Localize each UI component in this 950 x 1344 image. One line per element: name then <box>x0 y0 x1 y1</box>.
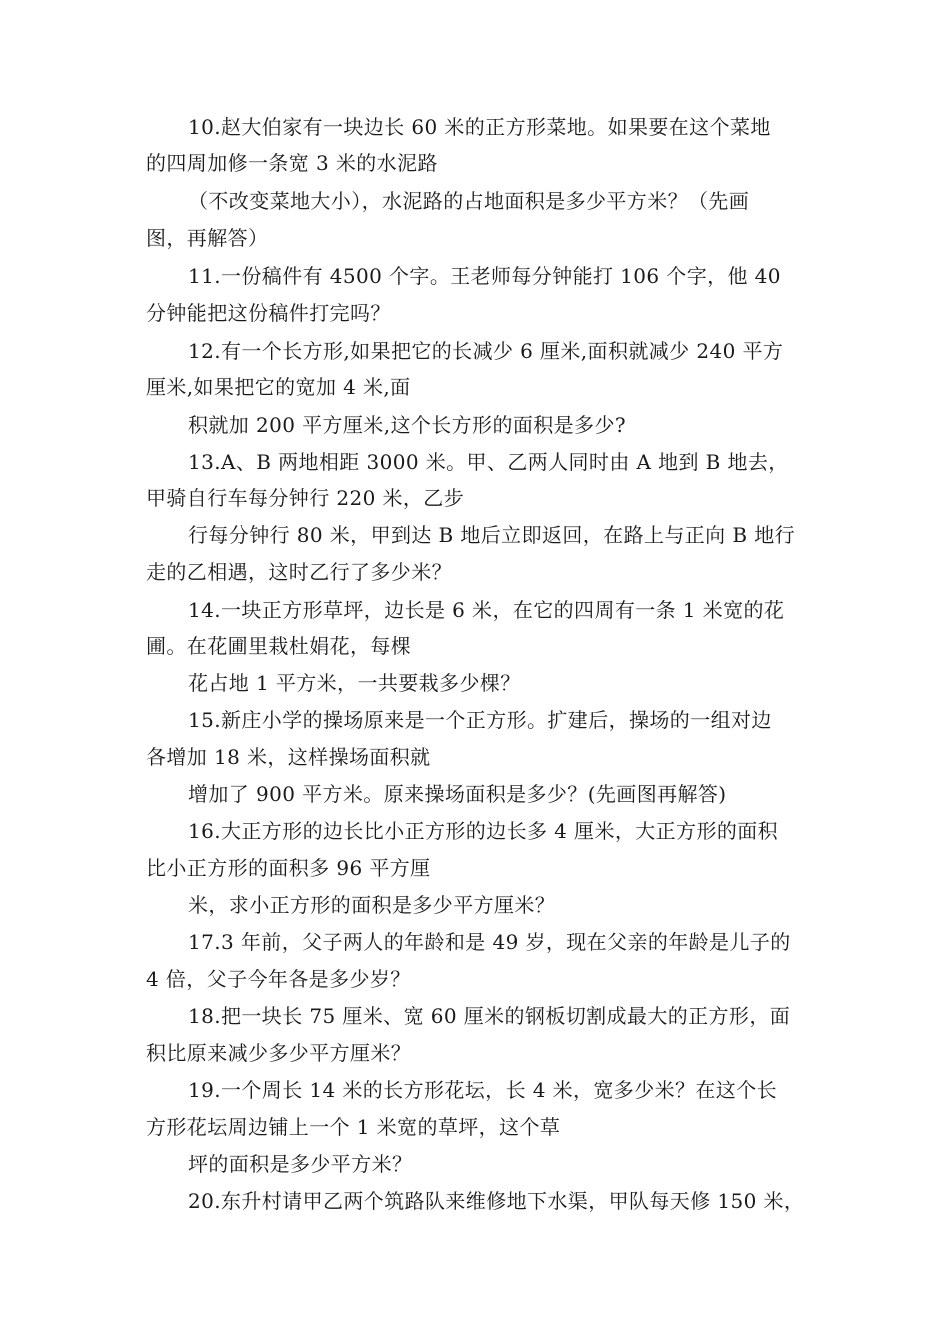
problem-10-line-3: （不改变菜地大小），水泥路的占地面积是多少平方米？（先画 <box>188 189 750 213</box>
problem-15-line-3: 增加了 900 平方米。原来操场面积是多少？(先画图再解答) <box>188 782 727 806</box>
problem-19-line-2: 方形花坛周边铺上一个 1 米宽的草坪，这个草 <box>146 1115 561 1139</box>
problem-17-line-1: 17.3 年前，父子两人的年龄和是 49 岁，现在父亲的年龄是儿子的 <box>188 930 791 954</box>
problem-15-line-1: 15.新庄小学的操场原来是一个正方形。扩建后，操场的一组对边 <box>188 708 772 732</box>
problem-19-line-1: 19.一个周长 14 米的长方形花坛，长 4 米，宽多少米？在这个长 <box>188 1078 778 1102</box>
problem-16-line-3: 米，求小正方形的面积是多少平方厘米？ <box>188 893 556 917</box>
problem-18-line-2: 积比原来减少多少平方厘米？ <box>146 1041 412 1065</box>
problem-10-line-2: 的四周加修一条宽 3 米的水泥路 <box>146 151 438 175</box>
problem-13-line-3: 行每分钟行 80 米，甲到达 B 地后立即返回，在路上与正向 B 地行 <box>188 523 795 547</box>
problem-16-line-1: 16.大正方形的边长比小正方形的边长多 4 厘米，大正方形的面积 <box>188 819 779 843</box>
problem-13-line-1: 13.A、B 两地相距 3000 米。甲、乙两人同时由 A 地到 B 地去， <box>188 450 789 474</box>
problem-18-line-1: 18.把一块长 75 厘米、宽 60 厘米的钢板切割成最大的正方形，面 <box>188 1004 791 1028</box>
problem-17-line-2: 4 倍，父子今年各是多少岁？ <box>146 967 411 991</box>
problem-20-line-1: 20.东升村请甲乙两个筑路队来维修地下水渠，甲队每天修 150 米， <box>188 1189 805 1213</box>
problem-14-line-1: 14.一块正方形草坪，边长是 6 米，在它的四周有一条 1 米宽的花 <box>188 598 785 622</box>
problem-14-line-3: 花占地 1 平方米，一共要栽多少棵？ <box>188 671 521 695</box>
problem-13-line-2: 甲骑自行车每分钟行 220 米，乙步 <box>146 486 465 510</box>
problem-14-line-2: 圃。在花圃里栽杜娟花，每棵 <box>146 634 412 658</box>
problem-16-line-2: 比小正方形的面积多 96 平方厘 <box>146 856 431 880</box>
problem-12-line-1: 12.有一个长方形,如果把它的长减少 6 厘米,面积就减少 240 平方 <box>188 339 784 363</box>
problem-11-line-1: 11.一份稿件有 4500 个字。王老师每分钟能打 106 个字，他 40 <box>188 264 781 288</box>
problem-12-line-3: 积就加 200 平方厘米,这个长方形的面积是多少? <box>188 413 626 437</box>
problem-11-line-2: 分钟能把这份稿件打完吗？ <box>146 301 391 325</box>
problem-10-line-4: 图，再解答） <box>146 226 269 250</box>
problem-12-line-2: 厘米,如果把它的宽加 4 米,面 <box>146 375 411 399</box>
problem-10-line-1: 10.赵大伯家有一块边长 60 米的正方形菜地。如果要在这个菜地 <box>188 115 771 139</box>
problem-15-line-2: 各增加 18 米，这样操场面积就 <box>146 745 431 769</box>
problem-13-line-4: 走的乙相遇，这时乙行了多少米？ <box>146 560 452 584</box>
problem-19-line-3: 坪的面积是多少平方米？ <box>188 1152 413 1176</box>
